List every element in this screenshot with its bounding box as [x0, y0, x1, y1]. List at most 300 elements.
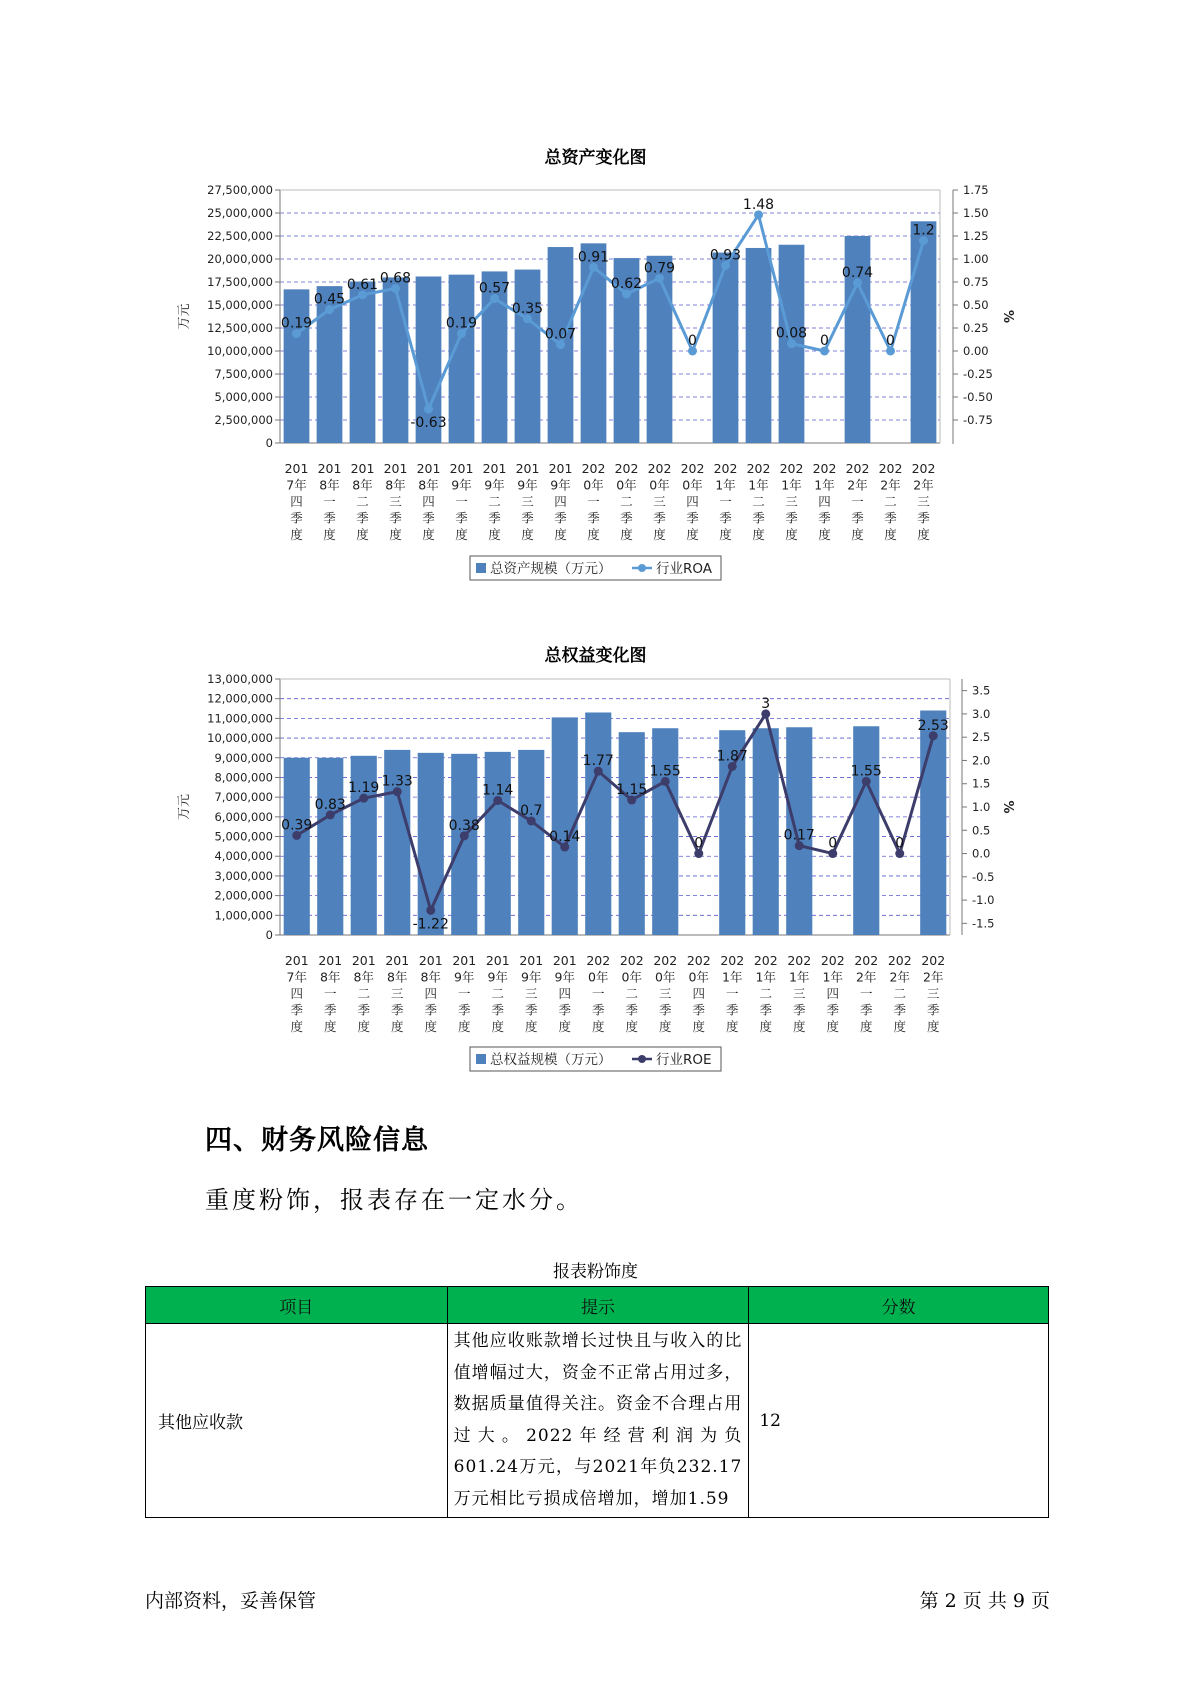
y-tick-label: 25,000,000 [207, 206, 273, 220]
x-tick-label: 季 [826, 1002, 840, 1018]
y-tick-label: 7,500,000 [214, 367, 273, 381]
x-tick-label: 201 [548, 461, 573, 476]
data-label: 1.55 [649, 763, 681, 780]
x-tick-label: 季 [524, 1002, 538, 1018]
x-tick-label: 一 [587, 494, 600, 509]
x-tick-label: 8年 [418, 477, 439, 493]
data-label: 0.14 [549, 829, 581, 846]
x-tick-label: 度 [725, 1019, 739, 1034]
bar [284, 289, 310, 443]
x-tick-label: 季 [620, 510, 633, 526]
x-tick-label: 四 [424, 986, 438, 1001]
y-tick-label: 9,000,000 [214, 750, 273, 765]
bar [652, 728, 678, 935]
legend-line-marker [638, 1055, 646, 1063]
table-header-row [146, 1287, 1049, 1324]
x-tick-label: 201 [452, 953, 477, 968]
data-label: 0.17 [783, 827, 815, 844]
x-tick-label: 季 [521, 510, 534, 526]
y-tick-label: 13,000,000 [207, 672, 273, 686]
y-tick-label: 22,500,000 [207, 229, 273, 243]
y2-tick-label: 0.5 [972, 823, 991, 838]
x-tick-label: 8年 [387, 969, 408, 985]
x-tick-label: 季 [587, 510, 600, 526]
y-tick-label: 20,000,000 [207, 252, 273, 266]
x-tick-label: 0年 [621, 969, 642, 985]
x-tick-label: 度 [926, 1019, 940, 1034]
x-tick-label: 度 [719, 527, 732, 542]
legend-bar-swatch [476, 1054, 486, 1064]
data-label: 1.77 [582, 753, 614, 770]
y-axis-title: 万元 [177, 303, 192, 330]
y-tick-label: 12,500,000 [207, 321, 273, 335]
data-label: 0.79 [643, 260, 676, 277]
x-tick-label: 季 [759, 1002, 773, 1018]
x-tick-label: 201 [318, 953, 343, 968]
x-tick-label: 度 [625, 1019, 639, 1034]
x-tick-label: 一 [323, 986, 337, 1001]
x-tick-label: 季 [356, 510, 369, 526]
x-tick-label: 季 [792, 1002, 806, 1018]
x-tick-label: 2年 [847, 477, 868, 493]
x-tick-label: 度 [826, 1019, 840, 1034]
y2-tick-label: -0.5 [972, 869, 995, 884]
y2-tick-label: -1.5 [972, 916, 995, 931]
data-label: 0 [828, 835, 838, 852]
x-tick-label: 8年 [352, 477, 373, 493]
x-tick-label: 度 [859, 1019, 873, 1034]
legend-bar-label: 总资产规模（万元） [490, 561, 612, 577]
x-tick-label: 202 [647, 461, 672, 476]
y-tick-label: 5,000,000 [214, 829, 273, 844]
x-tick-label: 季 [752, 510, 765, 526]
y-tick-label: 10,000,000 [207, 731, 273, 746]
data-label: 0 [895, 835, 905, 852]
y2-tick-label: 3.5 [972, 683, 991, 698]
x-tick-label: 1年 [822, 969, 843, 985]
x-tick-label: 8年 [320, 969, 341, 985]
y2-tick-label: 1.50 [963, 206, 989, 220]
x-tick-label: 8年 [353, 969, 374, 985]
y-tick-label: 12,000,000 [207, 691, 273, 706]
x-tick-label: 202 [581, 461, 606, 476]
y-tick-label: 2,500,000 [214, 413, 273, 427]
x-tick-label: 季 [323, 1002, 337, 1018]
data-label: 0 [886, 333, 895, 349]
x-tick-label: 9年 [451, 477, 472, 493]
y-tick-label: 4,000,000 [214, 849, 273, 864]
x-tick-label: 三 [792, 986, 806, 1001]
x-tick-label: 度 [389, 527, 402, 542]
x-tick-label: 四 [818, 494, 831, 509]
x-tick-label: 201 [385, 953, 410, 968]
y2-tick-label: 1.5 [972, 776, 991, 791]
y2-tick-label: 3.0 [972, 706, 991, 721]
bar [515, 270, 541, 443]
x-tick-label: 季 [290, 1002, 304, 1018]
y2-tick-label: 2.5 [972, 730, 991, 745]
data-label: 0.62 [610, 275, 643, 292]
column-header-hint: 提示 [447, 1287, 749, 1324]
x-tick-label: 三 [521, 494, 534, 509]
bar [449, 275, 475, 443]
x-tick-label: 1年 [755, 969, 776, 985]
data-label: 0.57 [478, 280, 511, 297]
x-tick-label: 0年 [682, 477, 703, 493]
bar [350, 282, 376, 443]
x-tick-label: 202 [619, 953, 644, 968]
data-label: 2.53 [917, 717, 949, 734]
bar [619, 732, 645, 935]
x-tick-label: 季 [457, 1002, 471, 1018]
x-tick-label: 202 [820, 953, 845, 968]
x-tick-label: 8年 [385, 477, 406, 493]
data-label: 1.14 [482, 782, 514, 799]
x-tick-label: 二 [893, 986, 907, 1001]
x-tick-label: 度 [792, 1019, 806, 1034]
data-label: 0 [694, 835, 704, 852]
x-tick-label: 四 [290, 986, 304, 1001]
legend-bar-label: 总权益规模（万元） [490, 1052, 612, 1068]
x-tick-label: 1年 [781, 477, 802, 493]
data-label: 0.7 [520, 802, 543, 819]
x-tick-label: 9年 [550, 477, 571, 493]
x-tick-label: 三 [390, 986, 404, 1001]
x-tick-label: 1年 [715, 477, 736, 493]
total-equity-chart [0, 667, 1191, 1087]
x-tick-label: 0年 [588, 969, 609, 985]
x-tick-label: 二 [620, 494, 633, 509]
x-tick-label: 201 [515, 461, 540, 476]
data-label: 0.61 [346, 276, 379, 293]
x-tick-label: 202 [653, 953, 678, 968]
x-tick-label: 1年 [748, 477, 769, 493]
x-tick-label: 度 [658, 1019, 672, 1034]
x-tick-label: 季 [455, 510, 468, 526]
data-label: -1.22 [412, 916, 449, 933]
x-tick-label: 202 [812, 461, 837, 476]
x-tick-label: 度 [893, 1019, 907, 1034]
x-tick-label: 二 [488, 494, 501, 509]
y2-tick-label: 2.0 [972, 753, 991, 768]
x-tick-label: 度 [357, 1019, 371, 1034]
x-tick-label: 度 [692, 1019, 706, 1034]
y-tick-label: 15,000,000 [207, 298, 273, 312]
x-tick-label: 9年 [487, 969, 508, 985]
x-tick-label: 季 [491, 1002, 505, 1018]
x-tick-label: 二 [356, 494, 369, 509]
x-tick-label: 度 [524, 1019, 538, 1034]
y-tick-label: 0 [265, 436, 273, 450]
x-tick-label: 度 [455, 527, 468, 542]
y-tick-label: 2,000,000 [214, 888, 273, 903]
x-tick-label: 度 [752, 527, 765, 542]
bar [284, 758, 310, 935]
bar [853, 726, 879, 935]
x-tick-label: 201 [350, 461, 375, 476]
x-tick-label: 201 [449, 461, 474, 476]
x-tick-label: 0年 [649, 477, 670, 493]
x-tick-label: 202 [720, 953, 745, 968]
x-tick-label: 9年 [521, 969, 542, 985]
x-tick-label: 四 [290, 494, 303, 509]
x-tick-label: 度 [686, 527, 699, 542]
x-tick-label: 度 [290, 527, 303, 542]
x-tick-label: 8年 [319, 477, 340, 493]
x-tick-label: 9年 [454, 969, 475, 985]
y-tick-label: 1,000,000 [214, 908, 273, 923]
x-tick-label: 202 [779, 461, 804, 476]
data-label: 0 [688, 333, 697, 349]
y2-tick-label: 0.50 [963, 298, 989, 312]
x-tick-label: 二 [752, 494, 765, 509]
x-tick-label: 201 [485, 953, 510, 968]
x-tick-label: 季 [424, 1002, 438, 1018]
x-tick-label: 度 [759, 1019, 773, 1034]
x-tick-label: 202 [911, 461, 936, 476]
x-tick-label: 度 [591, 1019, 605, 1034]
x-tick-label: 一 [323, 494, 336, 509]
y2-tick-label: 1.0 [972, 800, 991, 814]
x-tick-label: 2年 [880, 477, 901, 493]
x-tick-label: 三 [785, 494, 798, 509]
bar [451, 754, 477, 935]
cell-item: 其他应收款 [146, 1324, 448, 1518]
x-tick-label: 季 [390, 1002, 404, 1018]
x-tick-label: 度 [390, 1019, 404, 1034]
x-tick-label: 三 [658, 986, 672, 1001]
x-tick-label: 202 [686, 953, 711, 968]
data-label: 0 [820, 333, 829, 349]
x-tick-label: 一 [719, 494, 732, 509]
bar [585, 712, 611, 935]
x-tick-label: 三 [524, 986, 538, 1001]
x-tick-label: 一 [851, 494, 864, 509]
x-tick-label: 度 [818, 527, 831, 542]
x-tick-label: 季 [653, 510, 666, 526]
x-tick-label: 季 [719, 510, 732, 526]
cell-score: 12 [749, 1324, 1049, 1518]
x-tick-label: 季 [926, 1002, 940, 1018]
chart-title-total-assets: 总资产变化图 [544, 148, 647, 168]
x-tick-label: 一 [455, 494, 468, 509]
x-tick-label: 0年 [688, 969, 709, 985]
x-tick-label: 度 [356, 527, 369, 542]
y2-tick-label: -0.25 [963, 367, 993, 381]
data-label: 0.08 [775, 325, 808, 342]
x-tick-label: 2年 [889, 969, 910, 985]
bar [383, 277, 409, 443]
y-tick-label: 10,000,000 [207, 344, 273, 358]
data-label: 0.07 [544, 326, 577, 343]
x-tick-label: 季 [422, 510, 435, 526]
x-tick-label: 度 [620, 527, 633, 542]
x-tick-label: 201 [418, 953, 443, 968]
x-tick-label: 9年 [484, 477, 505, 493]
bar [485, 752, 511, 935]
legend-line-label: 行业ROE [656, 1052, 712, 1068]
x-tick-label: 202 [787, 953, 812, 968]
x-tick-label: 度 [785, 527, 798, 542]
x-tick-label: 季 [554, 510, 567, 526]
x-tick-label: 二 [625, 986, 639, 1001]
data-label: 0.39 [281, 817, 313, 834]
x-tick-label: 一 [725, 986, 739, 1001]
x-tick-label: 三 [653, 494, 666, 509]
y2-axis-title: % [1000, 309, 1015, 324]
data-label: 3 [761, 695, 771, 712]
x-tick-label: 季 [625, 1002, 639, 1018]
y-tick-label: 5,000,000 [214, 390, 273, 404]
x-tick-label: 201 [383, 461, 408, 476]
x-tick-label: 度 [290, 1019, 304, 1034]
x-tick-label: 202 [746, 461, 771, 476]
x-tick-label: 度 [587, 527, 600, 542]
data-label: 0.83 [314, 796, 346, 813]
x-tick-label: 2年 [923, 969, 944, 985]
y-tick-label: 3,000,000 [214, 868, 273, 883]
x-tick-label: 季 [818, 510, 831, 526]
data-label: 0.19 [445, 315, 478, 332]
x-tick-label: 202 [614, 461, 639, 476]
x-tick-label: 度 [521, 527, 534, 542]
data-label: 1.55 [850, 763, 882, 780]
x-tick-label: 二 [357, 986, 371, 1001]
x-tick-label: 201 [519, 953, 544, 968]
section-heading: 四、财务风险信息 [205, 1125, 429, 1156]
x-tick-label: 9年 [554, 969, 575, 985]
y-tick-label: 6,000,000 [214, 809, 273, 824]
table-caption: 报表粉饰度 [553, 1262, 638, 1282]
x-tick-label: 2年 [856, 969, 877, 985]
x-tick-label: 季 [725, 1002, 739, 1018]
y2-tick-label: -1.0 [972, 893, 995, 908]
x-tick-label: 三 [389, 494, 402, 509]
x-tick-label: 202 [921, 953, 946, 968]
x-tick-label: 四 [686, 494, 699, 509]
x-tick-label: 度 [884, 527, 897, 542]
footer-page-number: 第 2 页 共 9 页 [919, 1590, 1050, 1612]
data-label: 0.93 [709, 247, 742, 264]
footer-confidential-note: 内部资料，妥善保管 [145, 1590, 317, 1612]
x-tick-label: 季 [591, 1002, 605, 1018]
x-tick-label: 1年 [814, 477, 835, 493]
y2-tick-label: -0.75 [963, 413, 993, 427]
y2-axis-title: % [1000, 800, 1015, 814]
data-label: 0.68 [379, 270, 412, 287]
x-tick-label: 201 [317, 461, 342, 476]
x-tick-label: 季 [658, 1002, 672, 1018]
x-tick-label: 度 [491, 1019, 505, 1034]
x-tick-label: 二 [491, 986, 505, 1001]
x-tick-label: 季 [893, 1002, 907, 1018]
bar [911, 221, 937, 443]
y2-tick-label: 1.75 [963, 183, 989, 197]
x-tick-label: 四 [422, 494, 435, 509]
x-tick-label: 0年 [616, 477, 637, 493]
x-tick-label: 度 [851, 527, 864, 542]
x-tick-label: 7年 [286, 969, 307, 985]
x-tick-label: 201 [351, 953, 376, 968]
chart-title-total-equity: 总权益变化图 [544, 646, 647, 666]
x-tick-label: 度 [422, 527, 435, 542]
y2-tick-label: -0.50 [963, 390, 993, 404]
x-tick-label: 季 [323, 510, 336, 526]
data-label: 1.19 [348, 780, 380, 797]
column-header-score: 分数 [749, 1287, 1049, 1324]
line-point [424, 404, 433, 413]
data-label: 0.19 [280, 315, 313, 332]
y2-tick-label: 0.75 [963, 275, 989, 289]
y-tick-label: 8,000,000 [214, 770, 273, 785]
x-tick-label: 201 [416, 461, 441, 476]
x-tick-label: 202 [713, 461, 738, 476]
risk-table [145, 1286, 1049, 1518]
x-tick-label: 度 [424, 1019, 438, 1034]
x-tick-label: 度 [558, 1019, 572, 1034]
x-tick-label: 度 [917, 527, 930, 542]
data-label: 0.35 [511, 300, 544, 317]
y-axis-title: 万元 [177, 793, 192, 821]
x-tick-label: 201 [284, 953, 309, 968]
y-tick-label: 11,000,000 [207, 711, 273, 726]
y2-tick-label: 1.25 [963, 229, 989, 243]
x-tick-label: 季 [785, 510, 798, 526]
y2-tick-label: 0.0 [972, 846, 991, 861]
x-tick-label: 一 [457, 986, 471, 1001]
x-tick-label: 季 [686, 510, 699, 526]
x-tick-label: 201 [482, 461, 507, 476]
x-tick-label: 202 [845, 461, 870, 476]
table-row [146, 1324, 1049, 1518]
x-tick-label: 四 [554, 494, 567, 509]
data-label: 1.2 [912, 222, 935, 239]
x-tick-label: 四 [692, 986, 706, 1001]
x-tick-label: 201 [284, 461, 309, 476]
x-tick-label: 202 [854, 953, 879, 968]
x-tick-label: 季 [851, 510, 864, 526]
bar [753, 728, 779, 935]
x-tick-label: 0年 [583, 477, 604, 493]
x-tick-label: 季 [917, 510, 930, 526]
bar [920, 711, 946, 935]
x-tick-label: 季 [357, 1002, 371, 1018]
legend-bar-swatch [476, 563, 486, 573]
data-label: 1.15 [616, 782, 648, 799]
x-tick-label: 二 [884, 494, 897, 509]
x-tick-label: 季 [290, 510, 303, 526]
y-tick-label: 27,500,000 [207, 183, 273, 197]
x-tick-label: 202 [878, 461, 903, 476]
legend-line-marker [638, 564, 646, 572]
x-tick-label: 202 [586, 953, 611, 968]
x-tick-label: 季 [488, 510, 501, 526]
x-tick-label: 9年 [517, 477, 538, 493]
data-label: 0.38 [448, 817, 480, 834]
data-label: -0.63 [410, 414, 447, 431]
column-header-item: 项目 [146, 1287, 448, 1324]
x-tick-label: 三 [926, 986, 940, 1001]
bar [518, 750, 544, 935]
x-tick-label: 四 [558, 986, 572, 1001]
x-tick-label: 度 [554, 527, 567, 542]
x-tick-label: 一 [859, 986, 873, 1001]
y2-tick-label: 0.00 [963, 344, 989, 358]
x-tick-label: 季 [389, 510, 402, 526]
x-tick-label: 度 [488, 527, 501, 542]
data-label: 1.48 [742, 196, 775, 213]
bar [746, 248, 772, 443]
